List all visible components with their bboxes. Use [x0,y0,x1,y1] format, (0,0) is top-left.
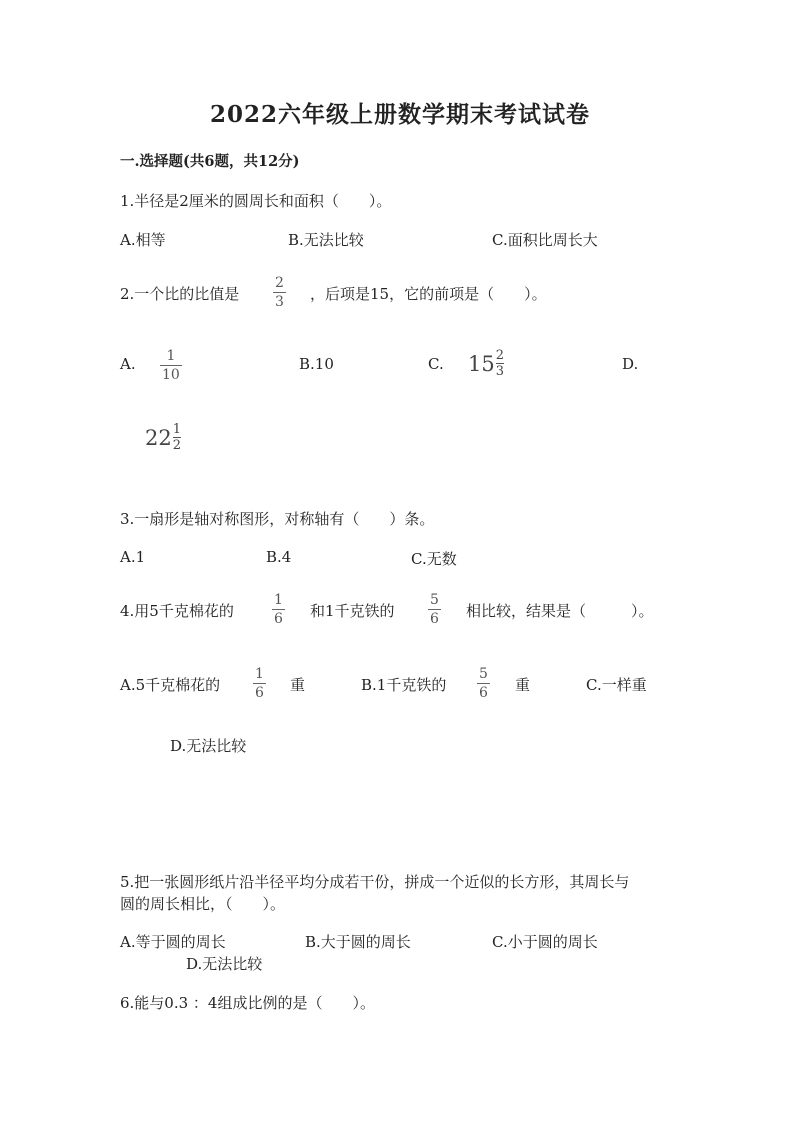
fraction-denominator: 6 [255,685,264,701]
fraction-bar [477,683,490,684]
fraction-numerator: 1 [274,592,283,608]
fraction-denominator: 3 [275,294,284,310]
fraction-denominator: 10 [162,367,180,383]
question-2-option-b[interactable]: B.10 [299,355,334,373]
question-4-option-b-fraction [477,667,490,700]
mixed-fraction [173,423,181,452]
question-5-option-b[interactable]: B.大于圆的周长 [305,933,411,951]
fraction-denominator: 3 [495,364,505,379]
fraction-numerator: 1 [255,666,264,682]
mixed-fraction [496,349,504,378]
section-heading: 一.选择题(共6题，共12分) [120,153,300,170]
fraction-bar [273,292,286,293]
question-2-stem-start: 2.一个比的比值是 [120,285,240,303]
question-4-stem-start: 4.用5千克棉花的 [120,602,234,620]
fraction-bar [428,609,441,610]
question-4-stem-middle: 和1千克铁的 [310,602,395,620]
fraction-denominator: 2 [172,438,182,453]
mixed-whole: 15 [468,351,495,376]
question-2-option-a-label[interactable]: A. [120,355,136,373]
question-4-option-b-text[interactable]: B.1千克铁的 [361,676,447,694]
question-4-option-a-suffix: 重 [290,676,306,694]
fraction-numerator: 1 [166,348,176,364]
question-2-option-c-label[interactable]: C. [428,355,444,373]
question-6-stem: 6.能与0.3 ：4组成比例的是（ ）。 [120,994,375,1012]
fraction-bar [272,609,285,610]
question-1-stem: 1.半径是2厘米的圆周长和面积（ ）。 [120,192,392,210]
question-4-option-d[interactable]: D.无法比较 [170,737,247,755]
fraction-numerator: 1 [172,422,182,437]
question-4-fraction-2 [428,593,441,626]
question-2-ratio-fraction [273,276,286,309]
question-3-option-b[interactable]: B.4 [266,548,292,566]
question-4-option-c[interactable]: C.一样重 [586,676,647,694]
question-5-option-d[interactable]: D.无法比较 [186,955,263,973]
question-1-option-b[interactable]: B.无法比较 [288,231,364,249]
fraction-numerator: 2 [275,275,284,291]
question-4-option-b-suffix: 重 [515,676,531,694]
question-3-option-c[interactable]: C.无数 [411,550,457,568]
question-2-option-d-mixed-number [145,423,181,452]
question-4-stem-end: 相比较，结果是（ ）。 [466,602,654,620]
question-5-option-a[interactable]: A.等于圆的周长 [120,933,226,951]
fraction-numerator: 5 [479,666,488,682]
question-2-option-a-fraction [160,349,182,382]
question-2-stem-end: ，后项是15，它的前项是（ ）。 [310,285,547,303]
fraction-numerator: 5 [430,592,439,608]
question-2-option-c-mixed-number [468,349,504,378]
fraction-denominator: 6 [430,611,439,627]
question-4-option-a-text[interactable]: A.5千克棉花的 [120,676,221,694]
question-3-stem: 3.一扇形是轴对称图形，对称轴有（ ）条。 [120,510,435,528]
page-title: 2022六年级上册数学期末考试试卷 [209,101,590,128]
mixed-whole: 22 [145,425,172,450]
question-5-stem-line-1: 5.把一张圆形纸片沿半径平均分成若干份，拼成一个近似的长方形，其周长与 [120,873,630,891]
fraction-denominator: 6 [479,685,488,701]
fraction-bar [253,683,266,684]
question-4-fraction-1 [272,593,285,626]
question-2-option-d-label[interactable]: D. [622,355,639,373]
fraction-denominator: 6 [274,611,283,627]
fraction-numerator: 2 [495,348,505,363]
fraction-bar [160,365,182,366]
question-5-stem-line-2: 圆的周长相比，（ ）。 [120,895,286,913]
question-3-option-a[interactable]: A.1 [120,548,146,566]
question-4-option-a-fraction [253,667,266,700]
question-1-option-a[interactable]: A.相等 [120,231,166,249]
question-5-option-c[interactable]: C.小于圆的周长 [492,933,598,951]
question-1-option-c[interactable]: C.面积比周长大 [492,231,598,249]
